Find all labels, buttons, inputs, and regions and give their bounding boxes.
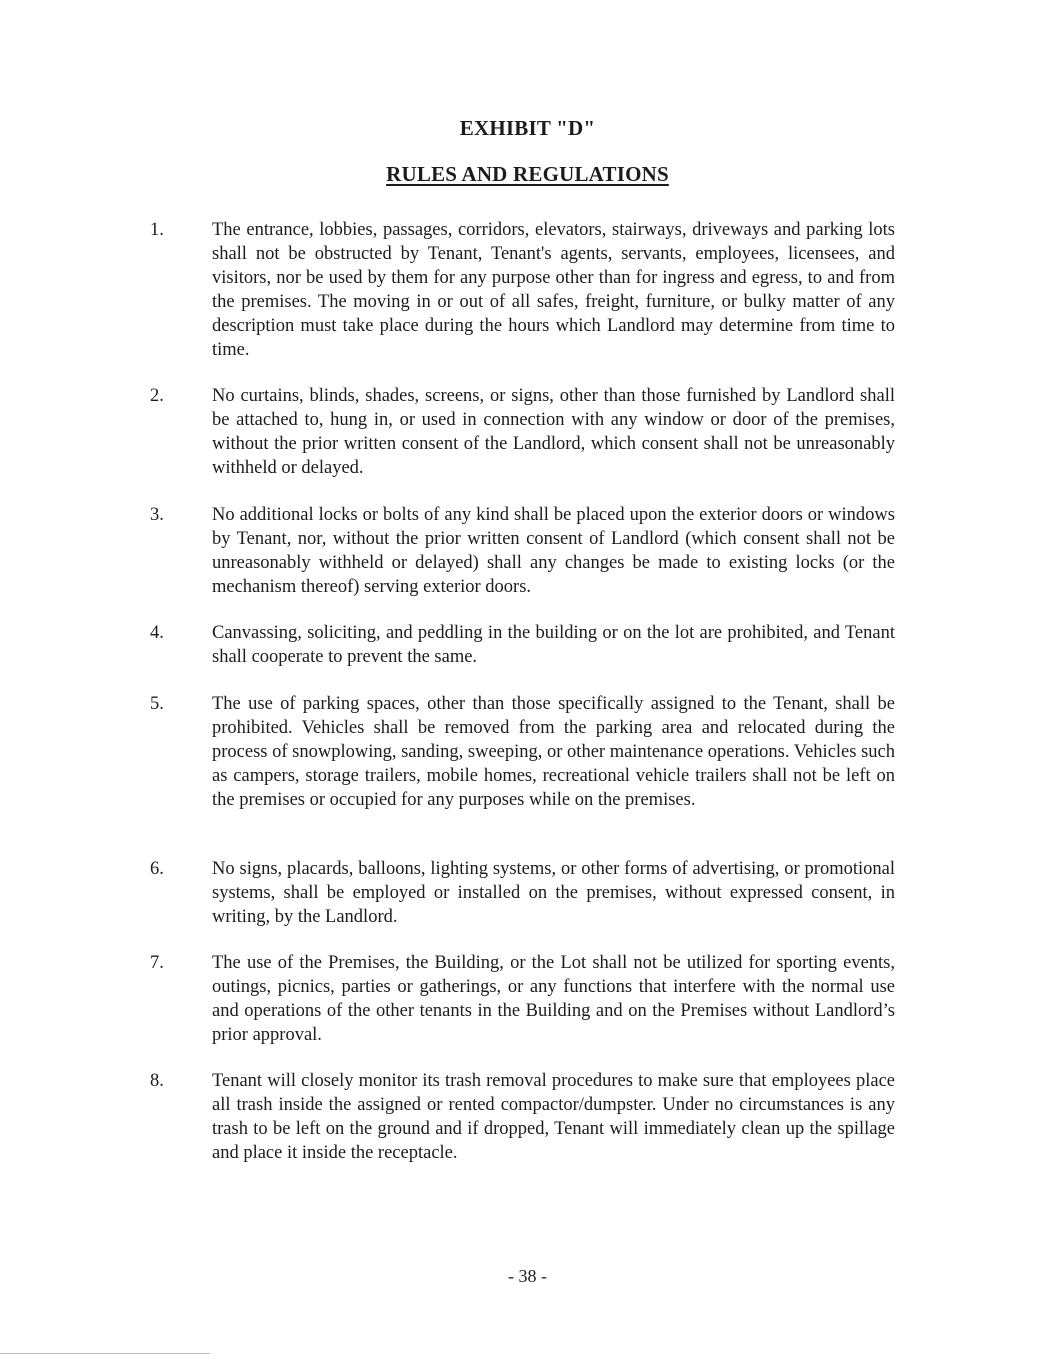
rule-number: 2.: [150, 386, 164, 406]
rule-number: 8.: [150, 1071, 164, 1091]
rule-item: [150, 951, 895, 1047]
rule-item: [150, 621, 895, 669]
rule-number: 3.: [150, 505, 164, 525]
rule-item: [150, 692, 895, 812]
rule-item: [150, 218, 895, 362]
rule-number: 1.: [150, 220, 164, 240]
rule-item: [150, 1069, 895, 1165]
rule-text: No curtains, blinds, shades, screens, or signs, other than those furnished by Landlord shall be attached to, hung in, or used in connection with any window or door of the premises, without the prior written consent of the Landlord, which consent shall not be unreasonably withheld or delayed.: [212, 386, 895, 478]
rule-text: The use of parking spaces, other than those specifically assigned to the Tenant, shall be prohibited. Vehicles shall be removed from the parking area and relocated during the process of snowplowing, sanding, sweeping, or other maintenance operations. Vehicles such as campers, storage trailers, mobile homes, recreational vehicle trailers shall not be left on the premises or occupied for any purposes while on the premises.: [212, 694, 895, 810]
rule-item: [150, 384, 895, 480]
scan-edge-line: [0, 1353, 210, 1354]
exhibit-title: EXHIBIT "D": [459, 116, 596, 140]
rule-item: [150, 857, 895, 929]
rule-text: Canvassing, soliciting, and peddling in the building or on the lot are prohibited, and Tenant shall cooperate to prevent the same.: [212, 623, 895, 667]
page-number: - 38 -: [508, 1266, 547, 1286]
rule-text: Tenant will closely monitor its trash removal procedures to make sure that employees place all trash inside the assigned or rented compactor/dumpster. Under no circumstances is any trash to be left on the ground and if dropped, Tenant will immediately clean up the spillage and place it inside the receptacle.: [212, 1071, 895, 1163]
rule-number: 4.: [150, 623, 164, 643]
rule-text: The entrance, lobbies, passages, corridors, elevators, stairways, driveways and parking lots shall not be obstructed by Tenant, Tenant's agents, servants, employees, licensees, and visitors, nor be used by them for any purpose other than for ingress and egress, to and from the premises. The moving in or out of all safes, freight, furniture, or bulky matter of any description must take place during the hours which Landlord may determine from time to time.: [212, 220, 895, 360]
rule-item: [150, 503, 895, 599]
rule-text: The use of the Premises, the Building, or the Lot shall not be utilized for sporting events, outings, picnics, parties or gatherings, or any functions that interfere with the normal use and operations of the other tenants in the Building and on the Premises without Landlord’s prior approval.: [212, 953, 895, 1045]
rule-text: No signs, placards, balloons, lighting systems, or other forms of advertising, or promotional systems, shall be employed or installed on the premises, without expressed consent, in writing, by the Landlord.: [212, 859, 895, 927]
section-title: RULES AND REGULATIONS: [386, 162, 669, 186]
rule-number: 6.: [150, 859, 164, 879]
rule-number: 7.: [150, 953, 164, 973]
rule-text: No additional locks or bolts of any kind shall be placed upon the exterior doors or windows by Tenant, nor, without the prior written consent of Landlord (which consent shall not be unreasonably withheld or delayed) shall any changes be made to existing locks (or the mechanism thereof) serving exterior doors.: [212, 505, 895, 597]
rule-number: 5.: [150, 694, 164, 714]
